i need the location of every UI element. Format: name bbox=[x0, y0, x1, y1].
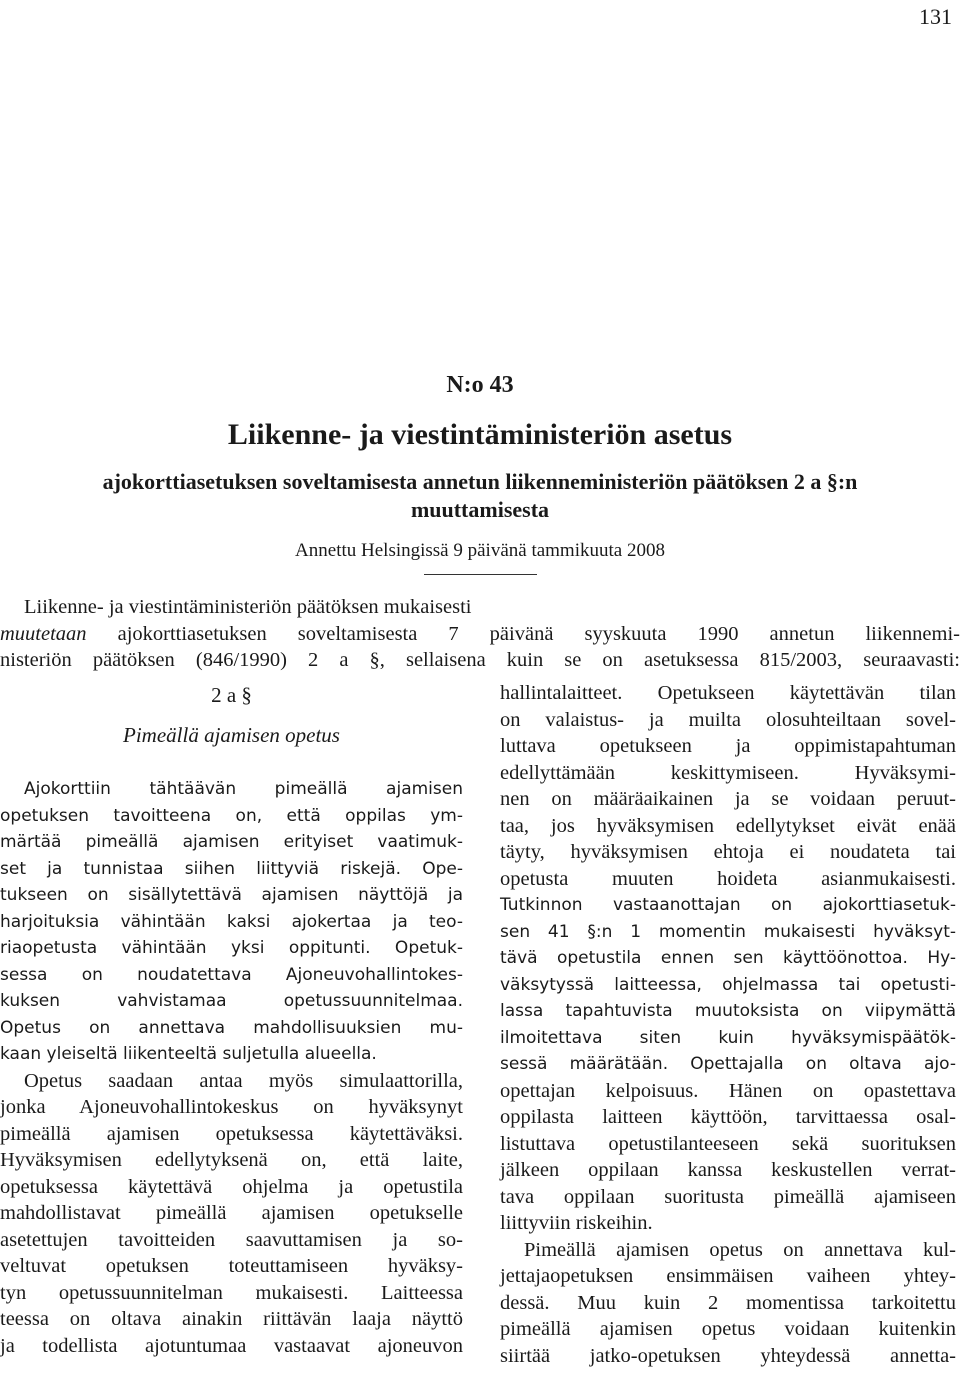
text-line: Tutkinnon vastaanottajan on ajokorttiasetuk- bbox=[500, 895, 956, 915]
text-line: liittyviin riskeihin. bbox=[500, 1212, 653, 1234]
paragraph-3 bbox=[500, 1078, 956, 1370]
text-line: kaan yleiseltä liikenteeltä suljetulla alueella. bbox=[0, 1044, 377, 1064]
text-line: sessä määrätään. Opettajalla on oltava ajo- bbox=[500, 1054, 956, 1074]
text-line: jettajaopetuksen ensimmäisen vaiheen yhtey- bbox=[500, 1265, 956, 1287]
text-line: jälkeen oppilaan kanssa keskustellen verrat- bbox=[500, 1159, 956, 1181]
section-label: 2 a § bbox=[211, 683, 252, 707]
subtitle-line: muuttamisesta bbox=[410, 497, 550, 522]
preamble-line-text: ajokorttiasetuksen soveltamisesta 7 päivänä syyskuuta 1990 annetun liikennemi- bbox=[86, 622, 960, 645]
text-line: täyty, hyväksymisen ehtoja ei noudateta tai bbox=[500, 841, 956, 863]
section-heading: Pimeällä ajamisen opetus bbox=[123, 723, 340, 747]
text-line: teessa on oltava ainakin riittävän laaja näyttö bbox=[0, 1308, 463, 1330]
text-line: taa, jos hyväksymisen edellytykset eivät enää bbox=[500, 814, 956, 837]
paragraph-1 bbox=[0, 776, 463, 1068]
preamble bbox=[0, 594, 960, 674]
text-line: listuttava opetustilanteeseen sekä suorituksen bbox=[500, 1132, 956, 1155]
text-line: oppilasta laitteen käyttöön, tarvittaessa osal- bbox=[500, 1106, 956, 1128]
text-line: ilmoitettava siten kuin hyväksymispäätök- bbox=[500, 1027, 956, 1048]
text-line: pimeällä ajamisen opetuksessa käytettäväksi. bbox=[0, 1122, 463, 1145]
document-number: N:o 43 bbox=[446, 372, 514, 398]
text-line: opettajan kelpoisuus. Hänen on opastettava bbox=[500, 1079, 956, 1102]
text-line: Hyväksymisen edellytyksenä on, että laite, bbox=[0, 1149, 463, 1171]
text-line: sessa on noudatettava Ajoneuvohallintokes- bbox=[0, 964, 463, 985]
text-line: dessä. Muu kuin 2 momentissa tarkoitettu bbox=[500, 1291, 956, 1314]
preamble-verb: muutetaan bbox=[0, 622, 87, 645]
preamble-line: nisteriön päätöksen (846/1990) 2 a §, sellaisena kuin se on asetuksessa 815/2003, seuraavasti: bbox=[0, 649, 960, 671]
text-line: tävä opetustila ennen sen käyttöönottoa. Hy- bbox=[500, 948, 956, 968]
text-line: Ajokorttiin tähtäävän pimeällä ajamisen bbox=[24, 779, 463, 799]
text-line: ja todellista ajotuntumaa vastaavat ajoneuvon bbox=[0, 1334, 463, 1357]
document-subtitle bbox=[20, 468, 940, 524]
text-line: opetusta muuten hoideta asianmukaisesti. bbox=[500, 867, 956, 890]
text-line: tyn opetussuunnitelman mukaisesti. Laitteessa bbox=[0, 1281, 463, 1304]
subtitle-line: ajokorttiasetuksen soveltamisesta annetun liikenneministeriön päätöksen 2 a §:n bbox=[102, 469, 858, 494]
text-line: on valaistus- ja muilta olosuhteiltaan sovel- bbox=[500, 708, 956, 731]
text-line: hallintalaitteet. Opetukseen käytettävän tilan bbox=[500, 682, 956, 704]
text-line: kuksen vahvistamaa opetussuunnitelmaa. bbox=[0, 991, 463, 1011]
given-date-line: Annettu Helsingissä 9 päivänä tammikuuta 2008 bbox=[295, 540, 665, 561]
text-line: Pimeällä ajamisen opetus on annettava kul- bbox=[524, 1238, 956, 1261]
text-line: pimeällä ajamisen opetus voidaan kuitenkin bbox=[500, 1318, 956, 1340]
text-line: lassa tapahtuvista muutoksista on viipymättä bbox=[500, 1001, 956, 1021]
paragraph-2-continued-sans bbox=[500, 892, 956, 1078]
text-line: jonka Ajoneuvohallintokeskus on hyväksynyt bbox=[0, 1096, 463, 1118]
preamble-line: Liikenne- ja viestintäministeriön päätöksen mukaisesti bbox=[24, 596, 472, 618]
text-line: väksytyssä laitteessa, ohjelmassa tai opetusti- bbox=[500, 974, 956, 995]
paragraph-2-continued bbox=[500, 680, 956, 892]
text-line: tukseen on sisällytettävä ajamisen näyttöjä ja bbox=[0, 885, 463, 905]
text-line: Opetus saadaan antaa myös simulaattorilla, bbox=[24, 1069, 463, 1092]
text-line: luttava opetukseen ja oppimistapahtuman bbox=[500, 735, 956, 757]
text-line: riaopetusta vähintään yksi oppitunti. Opetuk- bbox=[0, 938, 463, 958]
text-line: nen on määräaikainen ja se voidaan peruut- bbox=[500, 788, 956, 810]
text-line: Opetus on annettava mahdollisuuksien mu- bbox=[0, 1017, 463, 1038]
paragraph-2 bbox=[0, 1068, 463, 1360]
text-line: set ja tunnistaa siihen liittyviä riskejä. Ope- bbox=[0, 858, 463, 879]
text-line: tava oppilaan suoritusta pimeällä ajamiseen bbox=[500, 1185, 956, 1208]
text-line: opetuksen tavoitteena on, että oppilas ym- bbox=[0, 805, 463, 826]
preamble-line bbox=[0, 621, 960, 648]
left-column bbox=[0, 680, 463, 1359]
text-line: veltuvat opetuksen toteuttamiseen hyväksy- bbox=[0, 1255, 463, 1277]
document-title: Liikenne- ja viestintäministeriön asetus bbox=[227, 418, 733, 451]
text-line: harjoituksia vähintään kaksi ajokertaa ja teo- bbox=[0, 911, 463, 932]
text-line: märtää pimeällä ajamisen erityiset vaatimuk- bbox=[0, 832, 463, 852]
text-line: mahdollistavat pimeällä ajamisen opetukselle bbox=[0, 1202, 463, 1224]
text-line: opetuksessa käytettävä ohjelma ja opetustila bbox=[0, 1175, 463, 1198]
text-line: asetettujen tavoitteiden saavuttamisen ja so- bbox=[0, 1228, 463, 1251]
text-line: sen 41 §:n 1 momentin mukaisesti hyväksyt- bbox=[500, 921, 956, 942]
title-divider bbox=[424, 574, 537, 575]
text-line: siirtää jatko-opetuksen yhteydessä annetta- bbox=[500, 1344, 956, 1367]
text-line: edellyttämään keskittymiseen. Hyväksymi- bbox=[500, 761, 956, 784]
page-number: 131 bbox=[919, 4, 952, 29]
right-column bbox=[500, 680, 956, 1369]
